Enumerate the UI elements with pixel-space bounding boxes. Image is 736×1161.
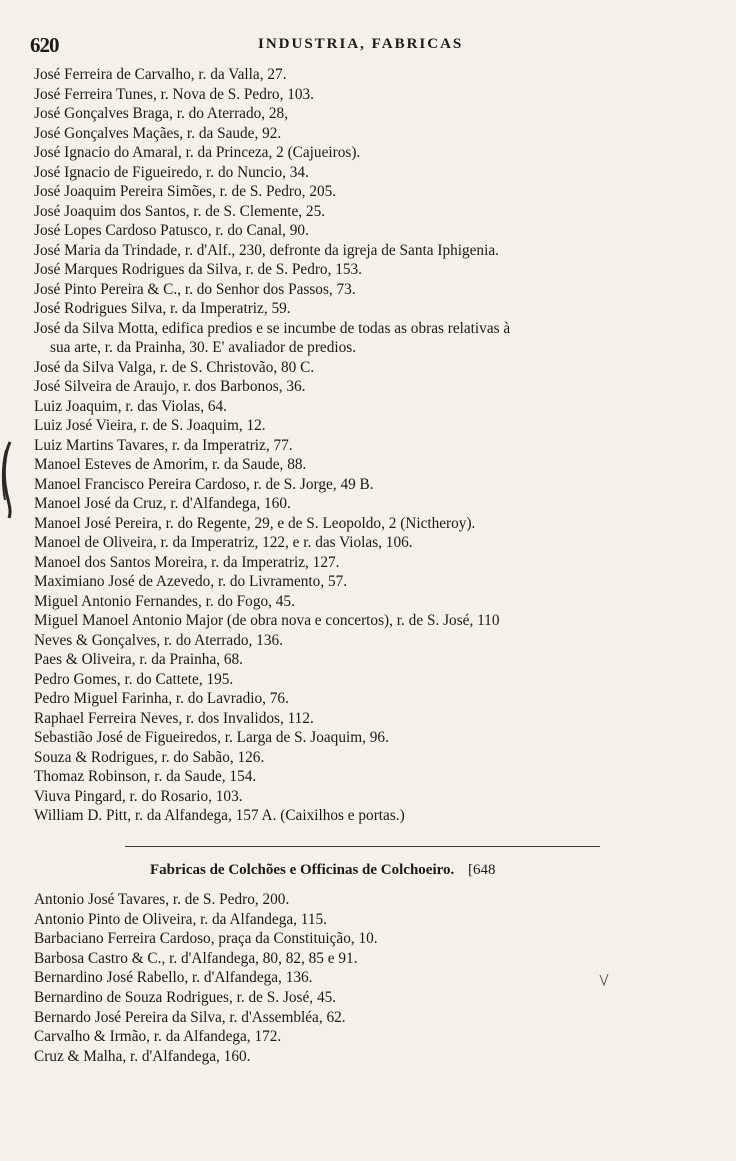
- directory-entry: Manoel Esteves de Amorim, r. da Saude, 88.: [34, 456, 307, 473]
- directory-entry: Cruz & Malha, r. d'Alfandega, 160.: [34, 1047, 251, 1065]
- directory-entry: Luiz Martins Tavares, r. da Imperatriz, 77.: [34, 436, 293, 454]
- directory-entry: Souza & Rodrigues, r. do Sabão, 126.: [34, 748, 265, 766]
- directory-entry: José da Silva Motta, edifica predios e se incumbe de todas as obras relativas à: [34, 319, 511, 337]
- directory-entry: William D. Pitt, r. da Alfandega, 157 A. (Caixilhos e portas.): [34, 807, 405, 824]
- directory-entry: José Ferreira de Carvalho, r. da Valla, 27.: [34, 66, 287, 83]
- directory-entry: Miguel Antonio Fernandes, r. do Fogo, 45.: [34, 592, 295, 610]
- directory-entry: José Lopes Cardoso Patusco, r. do Canal, 90.: [34, 222, 309, 239]
- directory-entry: José Rodrigues Silva, r. da Imperatriz, 59.: [34, 300, 291, 317]
- directory-entry: Viuva Pingard, r. do Rosario, 103.: [34, 787, 243, 805]
- directory-entry: Manoel Francisco Pereira Cardoso, r. de S. Jorge, 49 B.: [34, 475, 374, 493]
- directory-entry: Barbaciano Ferreira Cardoso, praça da Constituição, 10.: [34, 930, 378, 948]
- directory-entry: José Joaquim dos Santos, r. de S. Clemente, 25.: [34, 202, 326, 220]
- directory-entry: José Silveira de Araujo, r. dos Barbonos, 36.: [34, 378, 306, 395]
- directory-entry: Maximiano José de Azevedo, r. do Livramento, 57.: [34, 573, 348, 590]
- directory-entry: Thomaz Robinson, r. da Saude, 154.: [34, 768, 257, 785]
- directory-entry: José Joaquim Pereira Simões, r. de S. Pedro, 205.: [34, 183, 337, 200]
- section-number: [648: [468, 862, 496, 878]
- directory-entry: Bernardino José Rabello, r. d'Alfandega, 136.: [34, 969, 313, 987]
- directory-entry: Sebastião José de Figueiredos, r. Larga de S. Joaquim, 96.: [34, 729, 389, 746]
- directory-entry: José da Silva Valga, r. de S. Christovão, 80 C.: [34, 358, 315, 376]
- directory-entry: Manoel José Pereira, r. do Regente, 29, e de S. Leopoldo, 2 (Nictheroy).: [34, 514, 476, 532]
- directory-entry: Neves & Gonçalves, r. do Aterrado, 136.: [34, 631, 283, 649]
- directory-entry: Raphael Ferreira Neves, r. dos Invalidos, 112.: [34, 709, 314, 727]
- directory-entry: Antonio Pinto de Oliveira, r. da Alfandega, 115.: [34, 910, 327, 928]
- directory-entry: Pedro Miguel Farinha, r. do Lavradio, 76.: [34, 690, 289, 707]
- directory-entry: Miguel Manoel Antonio Major (de obra nova e concertos), r. de S. José, 110: [34, 612, 500, 629]
- section-heading: [150, 862, 496, 879]
- directory-entry: José Ignacio de Figueiredo, r. do Nuncio, 34.: [34, 163, 309, 181]
- entry-continuation-line: sua arte, r. da Prainha, 30. E' avaliador de predios.: [50, 339, 357, 356]
- directory-entry: José Gonçalves Maçães, r. da Saude, 92.: [34, 124, 282, 142]
- directory-entry: Manoel dos Santos Moreira, r. da Imperatriz, 127.: [34, 553, 340, 571]
- directory-entry: José Ignacio do Amaral, r. da Princeza, 2 (Cajueiros).: [34, 144, 361, 161]
- section-entry-list: [34, 890, 714, 1066]
- directory-entry: Bernardo José Pereira da Silva, r. d'Assembléa, 62.: [34, 1008, 346, 1026]
- directory-entry: Barbosa Castro & C., r. d'Alfandega, 80, 82, 85 e 91.: [34, 949, 358, 967]
- directory-entry: Luiz Joaquim, r. das Violas, 64.: [34, 397, 227, 415]
- section-divider: [125, 846, 600, 847]
- stray-ink-mark: [599, 973, 609, 987]
- directory-entry: Manoel de Oliveira, r. da Imperatriz, 122, e r. das Violas, 106.: [34, 534, 413, 551]
- directory-entry: Bernardino de Souza Rodrigues, r. de S. José, 45.: [34, 988, 337, 1006]
- page-header: [30, 33, 710, 59]
- directory-entry: José Marques Rodrigues da Silva, r. de S. Pedro, 153.: [34, 261, 363, 278]
- directory-entry: Pedro Gomes, r. do Cattete, 195.: [34, 670, 234, 688]
- directory-entry: José Maria da Trindade, r. d'Alf., 230, defronte da igreja de Santa Iphigenia.: [34, 241, 499, 259]
- entry-list: [34, 65, 714, 826]
- directory-entry: Antonio José Tavares, r. de S. Pedro, 200.: [34, 891, 290, 908]
- section-title: Fabricas de Colchões e Officinas de Colchoeiro.: [150, 862, 455, 878]
- directory-entry: José Ferreira Tunes, r. Nova de S. Pedro, 103.: [34, 85, 314, 103]
- directory-entry: Carvalho & Irmão, r. da Alfandega, 172.: [34, 1028, 282, 1046]
- directory-entry: Luiz José Vieira, r. de S. Joaquim, 12.: [34, 417, 266, 434]
- binding-edge-mark: [0, 440, 14, 520]
- directory-entry: Paes & Oliveira, r. da Prainha, 68.: [34, 651, 244, 668]
- directory-entry: Manoel José da Cruz, r. d'Alfandega, 160.: [34, 495, 291, 512]
- page-number: 620: [30, 33, 59, 57]
- directory-entry: José Gonçalves Braga, r. do Aterrado, 28,: [34, 105, 289, 122]
- running-title: INDUSTRIA, FABRICAS: [258, 36, 464, 52]
- directory-entry: José Pinto Pereira & C., r. do Senhor dos Passos, 73.: [34, 280, 356, 298]
